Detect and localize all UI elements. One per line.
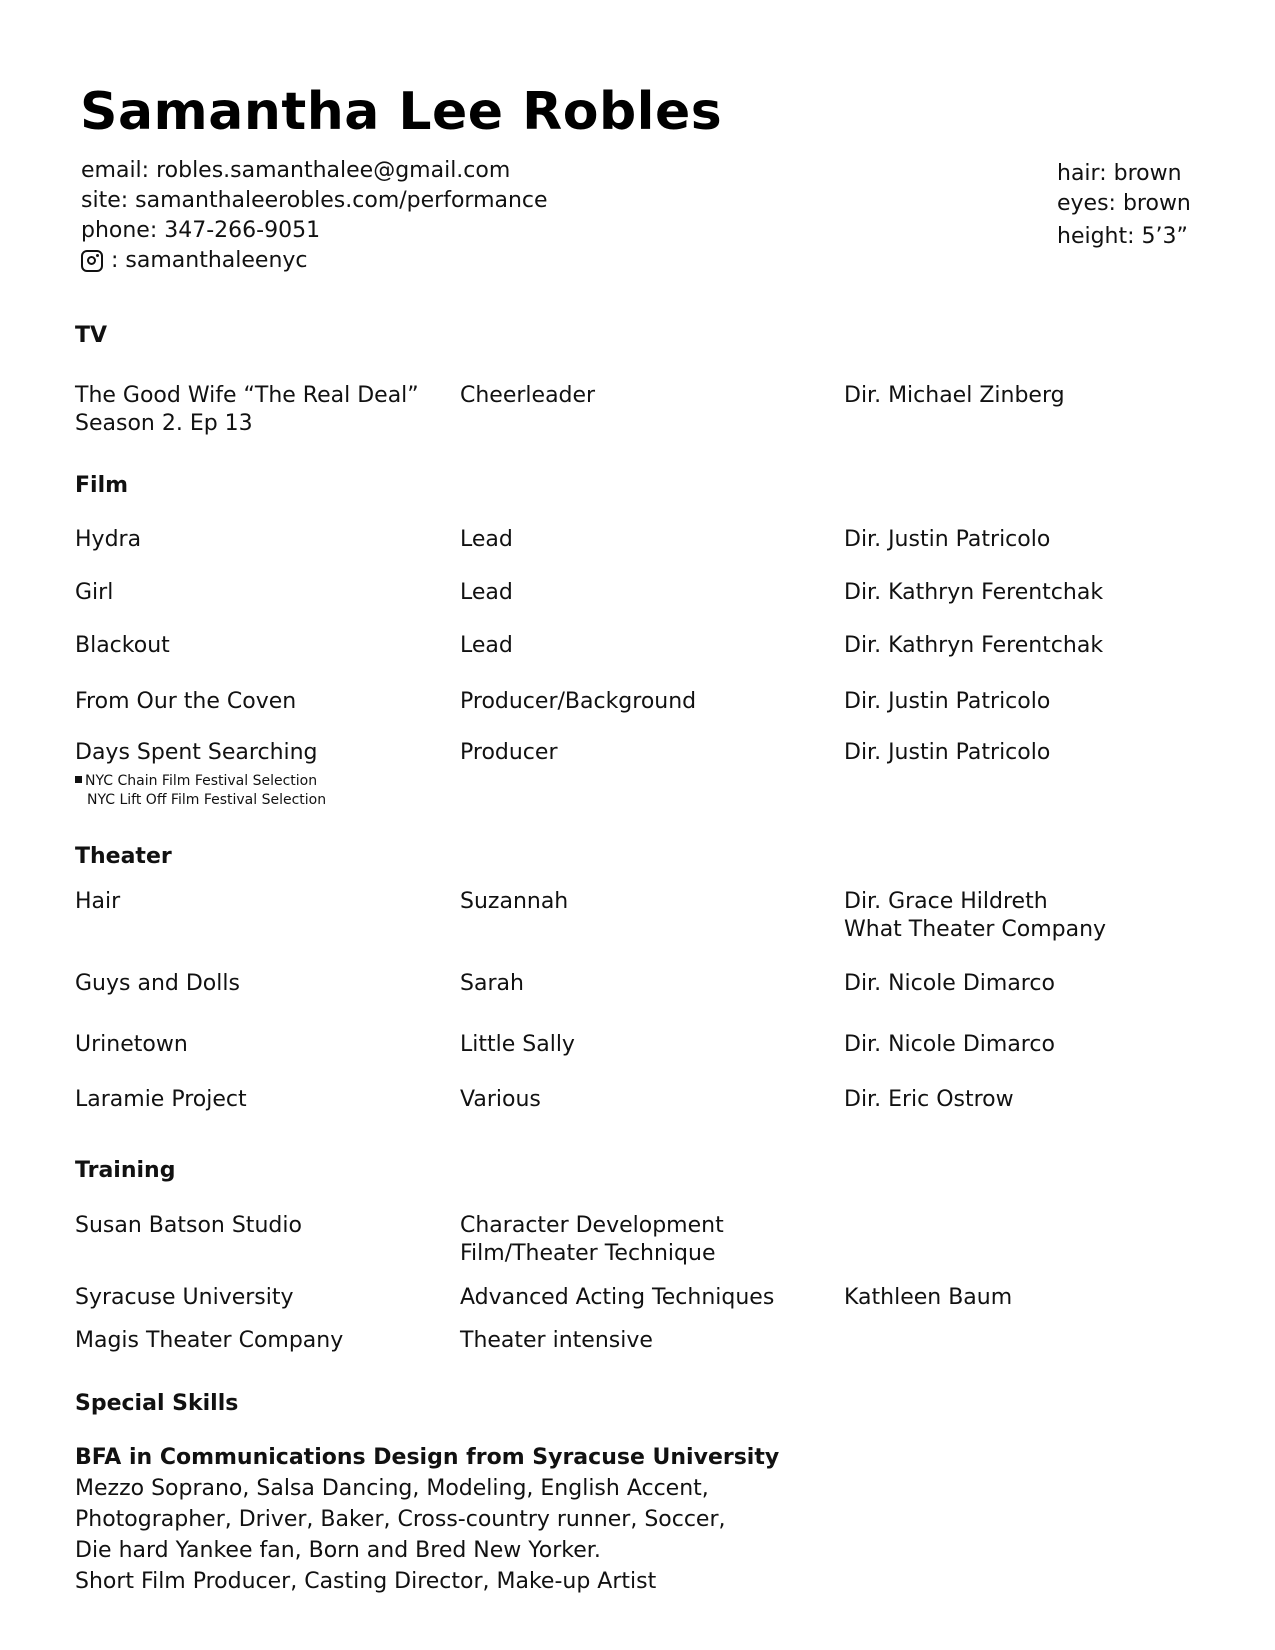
training-school: Magis Theater Company xyxy=(75,1328,344,1353)
film-director: Dir. Justin Patricolo xyxy=(844,689,1051,714)
skills-line: Photographer, Driver, Baker, Cross-country runner, Soccer, xyxy=(75,1507,726,1532)
section-heading-skills: Special Skills xyxy=(75,1391,239,1416)
theater-director: Dir. Nicole Dimarco xyxy=(844,1032,1055,1057)
theater-director: Dir. Nicole Dimarco xyxy=(844,971,1055,996)
skills-block xyxy=(75,1442,779,1597)
tv-director: Dir. Michael Zinberg xyxy=(844,383,1065,408)
theater-director: Dir. Eric Ostrow xyxy=(844,1087,1014,1112)
bullet-square-icon xyxy=(75,776,82,783)
tv-title: The Good Wife “The Real Deal” Season 2. Ep 13 xyxy=(75,383,419,436)
film-director: Dir. Kathryn Ferentchak xyxy=(844,580,1104,605)
section-heading-theater: Theater xyxy=(75,844,172,869)
theater-role: Little Sally xyxy=(460,1032,575,1057)
site-line[interactable]: site: samanthaleerobles.com/performance xyxy=(81,188,548,213)
instagram-handle: : samanthaleenyc xyxy=(111,248,308,273)
theater-title: Urinetown xyxy=(75,1032,188,1057)
physical-stats xyxy=(1057,159,1191,252)
section-heading-training: Training xyxy=(75,1158,176,1183)
film-title: Girl xyxy=(75,580,114,605)
tv-role: Cheerleader xyxy=(460,383,596,408)
theater-role: Sarah xyxy=(460,971,524,996)
email-line[interactable]: email: robles.samanthalee@gmail.com xyxy=(81,158,511,183)
training-teacher: Kathleen Baum xyxy=(844,1285,1013,1310)
film-director: Dir. Justin Patricolo xyxy=(844,527,1051,552)
film-role: Lead xyxy=(460,527,513,552)
theater-title: Laramie Project xyxy=(75,1087,247,1112)
theater-title: Hair xyxy=(75,889,121,914)
eyes-stat: eyes: brown xyxy=(1057,191,1191,216)
contact-info xyxy=(81,156,548,276)
film-title: Hydra xyxy=(75,527,142,552)
film-title: From Our the Coven xyxy=(75,689,297,714)
film-role: Producer xyxy=(460,740,558,765)
film-title: Blackout xyxy=(75,633,170,658)
skills-line: Short Film Producer, Casting Director, Make-up Artist xyxy=(75,1569,657,1594)
film-title: Days Spent Searching xyxy=(75,740,318,765)
resume-name: Samantha Lee Robles xyxy=(80,82,723,142)
degree-line: BFA in Communications Design from Syracuse University xyxy=(75,1445,780,1470)
training-course: Advanced Acting Techniques xyxy=(460,1285,775,1310)
hair-stat: hair: brown xyxy=(1057,161,1182,186)
training-school: Syracuse University xyxy=(75,1285,294,1310)
instagram-line[interactable] xyxy=(81,246,548,276)
phone-line[interactable]: phone: 347-266-9051 xyxy=(81,218,321,243)
instagram-icon xyxy=(81,250,103,272)
section-heading-film: Film xyxy=(75,473,129,498)
festival-note: NYC Lift Off Film Festival Selection xyxy=(87,792,327,808)
skills-line: Mezzo Soprano, Salsa Dancing, Modeling, English Accent, xyxy=(75,1476,709,1501)
skills-line: Die hard Yankee fan, Born and Bred New Yorker. xyxy=(75,1538,601,1563)
theater-title: Guys and Dolls xyxy=(75,971,240,996)
theater-director: Dir. Grace Hildreth What Theater Company xyxy=(844,889,1107,942)
film-role: Lead xyxy=(460,580,513,605)
festival-note: NYC Chain Film Festival Selection xyxy=(75,772,326,791)
section-heading-tv: TV xyxy=(75,323,108,348)
theater-role: Suzannah xyxy=(460,889,569,914)
training-course: Character Development Film/Theater Technique xyxy=(460,1213,724,1266)
theater-role: Various xyxy=(460,1087,541,1112)
film-role: Producer/Background xyxy=(460,689,697,714)
film-role: Lead xyxy=(460,633,513,658)
film-director: Dir. Kathryn Ferentchak xyxy=(844,633,1104,658)
training-course: Theater intensive xyxy=(460,1328,653,1353)
height-stat: height: 5’3” xyxy=(1057,224,1188,249)
festival-notes xyxy=(75,772,326,810)
training-school: Susan Batson Studio xyxy=(75,1213,302,1238)
film-director: Dir. Justin Patricolo xyxy=(844,740,1051,765)
